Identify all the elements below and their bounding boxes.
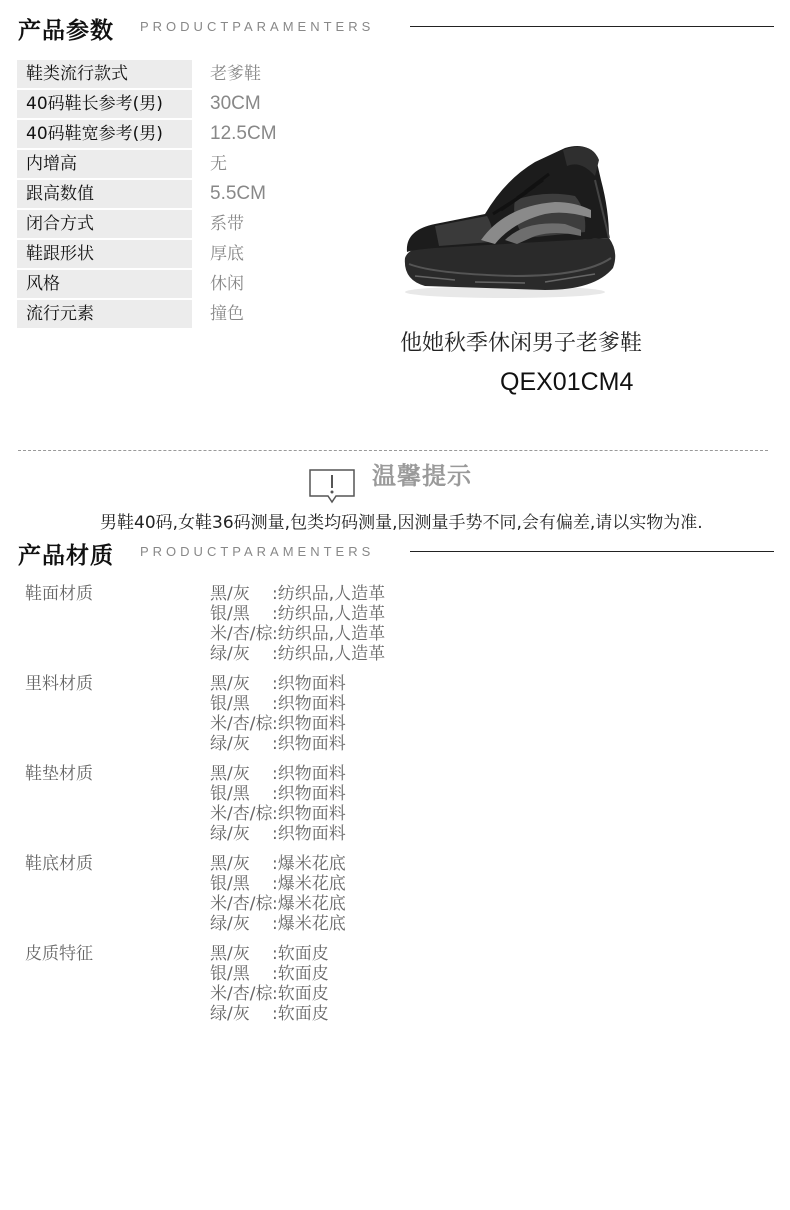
param-value: 无	[210, 154, 227, 174]
material-group	[25, 674, 525, 754]
materials-divider	[410, 551, 774, 552]
param-row	[17, 240, 397, 268]
param-label: 40码鞋长参考(男)	[17, 90, 192, 118]
material-value: :软面皮	[272, 944, 329, 964]
material-line	[210, 894, 525, 914]
param-value: 5.5CM	[210, 183, 266, 204]
material-line	[210, 584, 525, 604]
param-label: 鞋类流行款式	[17, 60, 192, 88]
material-color: 米/杏/棕	[210, 624, 273, 644]
material-line	[210, 854, 525, 874]
material-group	[25, 584, 525, 664]
material-value: :软面皮	[272, 964, 329, 984]
material-value: :纺织品,人造革	[272, 584, 386, 604]
materials-list	[25, 584, 525, 1034]
material-value: :纺织品,人造革	[272, 624, 386, 644]
material-value: :软面皮	[272, 1004, 329, 1024]
params-divider	[410, 26, 774, 27]
material-group	[25, 944, 525, 1024]
material-color: 米/杏/棕	[210, 714, 273, 734]
material-value: :软面皮	[272, 984, 329, 1004]
material-value: :织物面料	[272, 694, 346, 714]
material-label: 里料材质	[25, 674, 93, 694]
material-line	[210, 964, 525, 984]
material-value: :织物面料	[272, 804, 346, 824]
notice-icon	[308, 468, 356, 504]
material-line	[210, 644, 525, 664]
tip-text: 男鞋40码,女鞋36码测量,包类均码测量,因测量手势不同,会有偏差,请以实物为准.	[100, 513, 703, 533]
param-label: 跟高数值	[17, 180, 192, 208]
material-color: 绿/灰	[210, 644, 250, 664]
param-label: 风格	[17, 270, 192, 298]
material-color: 绿/灰	[210, 1004, 250, 1024]
params-table	[17, 60, 397, 330]
material-value: :织物面料	[272, 784, 346, 804]
material-color: 米/杏/棕	[210, 984, 273, 1004]
material-line	[210, 804, 525, 824]
material-color: 黑/灰	[210, 584, 250, 604]
param-value: 30CM	[210, 93, 261, 114]
material-line	[210, 624, 525, 644]
params-subtitle: PRODUCTPARAMENTERS	[140, 19, 375, 34]
material-label: 鞋垫材质	[25, 764, 93, 784]
material-value: :织物面料	[272, 734, 346, 754]
material-line	[210, 734, 525, 754]
param-label: 40码鞋宽参考(男)	[17, 120, 192, 148]
material-line	[210, 784, 525, 804]
material-color: 米/杏/棕	[210, 894, 273, 914]
material-color: 银/黑	[210, 694, 250, 714]
material-value: :织物面料	[272, 714, 346, 734]
material-color: 绿/灰	[210, 734, 250, 754]
material-value: :纺织品,人造革	[272, 644, 386, 664]
material-line	[210, 674, 525, 694]
material-line	[210, 694, 525, 714]
product-name: 他她秋季休闲男子老爹鞋	[400, 331, 643, 356]
material-line	[210, 914, 525, 934]
param-label: 鞋跟形状	[17, 240, 192, 268]
material-color: 黑/灰	[210, 944, 250, 964]
param-value: 老爹鞋	[210, 64, 261, 84]
material-color: 米/杏/棕	[210, 804, 273, 824]
material-color: 黑/灰	[210, 854, 250, 874]
material-value: :织物面料	[272, 824, 346, 844]
param-label: 流行元素	[17, 300, 192, 328]
param-row	[17, 210, 397, 238]
material-line	[210, 714, 525, 734]
material-line	[210, 604, 525, 624]
material-color: 绿/灰	[210, 824, 250, 844]
params-header	[0, 6, 790, 46]
material-value: :纺织品,人造革	[272, 604, 386, 624]
param-row	[17, 150, 397, 178]
material-line	[210, 984, 525, 1004]
sneaker-image	[395, 140, 625, 300]
material-value: :爆米花底	[272, 914, 346, 934]
material-value: :织物面料	[272, 674, 346, 694]
material-line	[210, 1004, 525, 1024]
dashed-divider	[18, 450, 768, 451]
param-value: 厚底	[210, 244, 244, 264]
param-label: 内增高	[17, 150, 192, 178]
param-row	[17, 300, 397, 328]
material-color: 黑/灰	[210, 764, 250, 784]
materials-title: 产品材质	[18, 543, 114, 569]
params-title: 产品参数	[18, 18, 114, 44]
material-color: 黑/灰	[210, 674, 250, 694]
param-row	[17, 90, 397, 118]
material-label: 鞋面材质	[25, 584, 93, 604]
tip-title: 温馨提示	[372, 462, 472, 490]
material-group	[25, 854, 525, 934]
material-line	[210, 944, 525, 964]
material-color: 银/黑	[210, 604, 250, 624]
product-code: QEX01CM4	[500, 368, 634, 396]
param-row	[17, 270, 397, 298]
material-color: 绿/灰	[210, 914, 250, 934]
material-value: :爆米花底	[272, 854, 346, 874]
material-value: :织物面料	[272, 764, 346, 784]
param-label: 闭合方式	[17, 210, 192, 238]
param-row	[17, 180, 397, 208]
param-value: 休闲	[210, 274, 244, 294]
materials-subtitle: PRODUCTPARAMENTERS	[140, 544, 375, 559]
material-line	[210, 764, 525, 784]
material-group	[25, 764, 525, 844]
material-value: :爆米花底	[272, 894, 346, 914]
param-value: 撞色	[210, 304, 244, 324]
material-line	[210, 824, 525, 844]
param-row	[17, 60, 397, 88]
param-row	[17, 120, 397, 148]
material-color: 银/黑	[210, 874, 250, 894]
material-label: 皮质特征	[25, 944, 93, 964]
param-value: 12.5CM	[210, 123, 277, 144]
materials-header	[0, 531, 790, 571]
material-value: :爆米花底	[272, 874, 346, 894]
material-color: 银/黑	[210, 964, 250, 984]
param-value: 系带	[210, 214, 244, 234]
material-color: 银/黑	[210, 784, 250, 804]
material-line	[210, 874, 525, 894]
material-label: 鞋底材质	[25, 854, 93, 874]
